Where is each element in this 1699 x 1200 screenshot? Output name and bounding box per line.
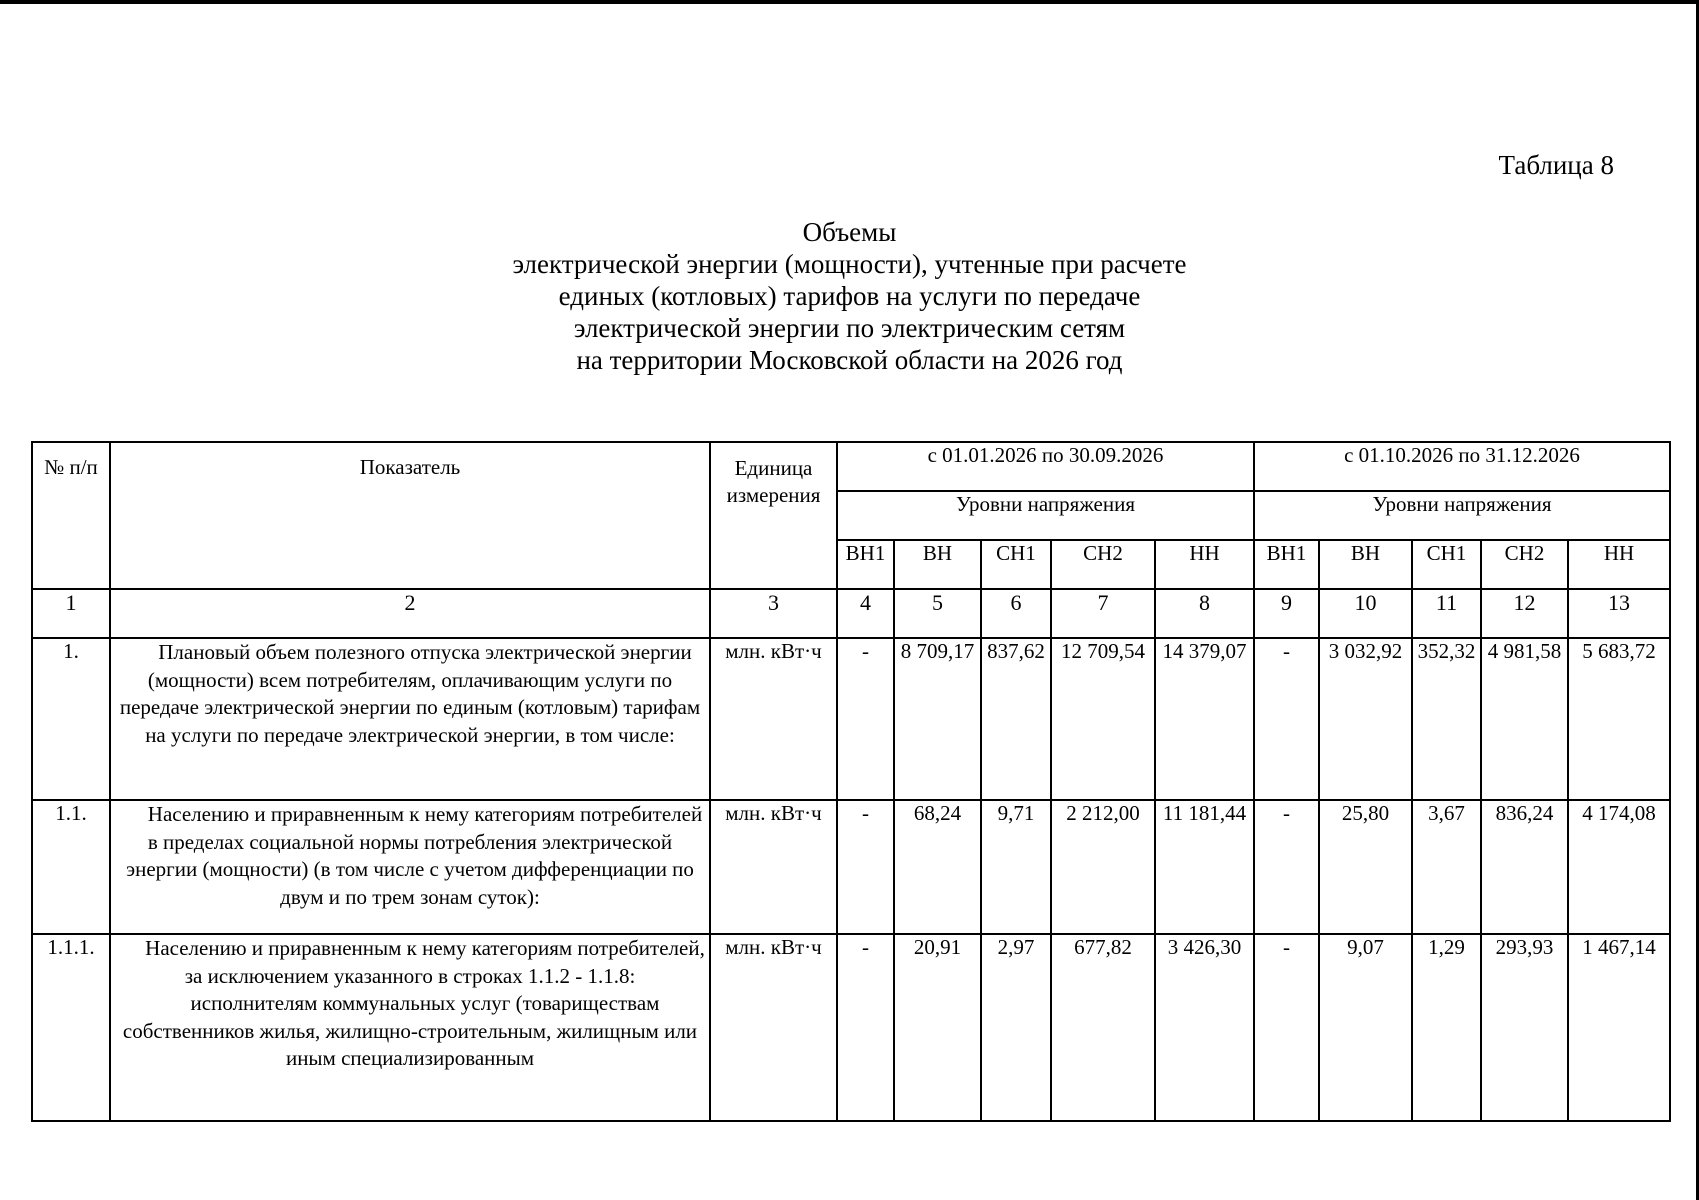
column-index: 13 bbox=[1568, 589, 1670, 638]
level-nn: НН bbox=[1155, 540, 1254, 589]
table-row bbox=[32, 934, 1670, 1121]
value-cell: 14 379,07 bbox=[1155, 638, 1254, 800]
document-title bbox=[0, 216, 1699, 376]
column-index: 11 bbox=[1412, 589, 1481, 638]
header-row-periods bbox=[32, 442, 1670, 491]
title-line: единых (котловых) тарифов на услуги по передаче bbox=[558, 281, 1141, 311]
row-unit: млн. кВт·ч bbox=[710, 800, 837, 934]
value-cell: 4 981,58 bbox=[1481, 638, 1568, 800]
header-period-2: с 01.10.2026 по 31.12.2026 bbox=[1254, 442, 1670, 491]
value-cell: 25,80 bbox=[1319, 800, 1412, 934]
value-cell: 2,97 bbox=[981, 934, 1051, 1121]
header-voltage-levels-1: Уровни напряжения bbox=[837, 491, 1254, 540]
column-index: 6 bbox=[981, 589, 1051, 638]
column-index: 2 bbox=[110, 589, 710, 638]
column-index: 8 bbox=[1155, 589, 1254, 638]
value-cell: - bbox=[1254, 934, 1319, 1121]
header-unit: Единица измерения bbox=[710, 442, 837, 589]
value-cell: 12 709,54 bbox=[1051, 638, 1155, 800]
value-cell: - bbox=[1254, 800, 1319, 934]
indicator-paragraph: Плановый объем полезного отпуска электрической энергии (мощности) всем потребителям, оплачивающим услуги по передаче электрической энергии по единым (котловым) тарифам на услуги по передаче электрической энергии, в том числе: bbox=[119, 640, 701, 747]
scan-edge-top bbox=[0, 0, 1699, 4]
level-vn: ВН bbox=[1319, 540, 1412, 589]
level-vn1: ВН1 bbox=[1254, 540, 1319, 589]
column-index-row bbox=[32, 589, 1670, 638]
column-index: 4 bbox=[837, 589, 894, 638]
value-cell: - bbox=[837, 934, 894, 1121]
title-line: электрической энергии (мощности), учтенные при расчете bbox=[512, 249, 1187, 279]
header-num: № п/п bbox=[32, 442, 110, 589]
header-indicator: Показатель bbox=[110, 442, 710, 589]
value-cell: - bbox=[837, 800, 894, 934]
header-period-1: с 01.01.2026 по 30.09.2026 bbox=[837, 442, 1254, 491]
value-cell: 3 032,92 bbox=[1319, 638, 1412, 800]
table-row bbox=[32, 800, 1670, 934]
value-cell: 3,67 bbox=[1412, 800, 1481, 934]
title-line: электрической энергии по электрическим сетям bbox=[573, 313, 1126, 343]
value-cell: 1 467,14 bbox=[1568, 934, 1670, 1121]
row-indicator bbox=[110, 934, 710, 1121]
level-vn: ВН bbox=[894, 540, 981, 589]
level-vn1: ВН1 bbox=[837, 540, 894, 589]
value-cell: 1,29 bbox=[1412, 934, 1481, 1121]
column-index: 7 bbox=[1051, 589, 1155, 638]
value-cell: 352,32 bbox=[1412, 638, 1481, 800]
row-unit: млн. кВт·ч bbox=[710, 934, 837, 1121]
row-indicator bbox=[110, 638, 710, 800]
title-line: на территории Московской области на 2026 год bbox=[576, 345, 1123, 375]
level-nn: НН bbox=[1568, 540, 1670, 589]
level-sn2: СН2 bbox=[1481, 540, 1568, 589]
level-sn2: СН2 bbox=[1051, 540, 1155, 589]
value-cell: - bbox=[1254, 638, 1319, 800]
value-cell: 3 426,30 bbox=[1155, 934, 1254, 1121]
column-index: 9 bbox=[1254, 589, 1319, 638]
column-index: 3 bbox=[710, 589, 837, 638]
column-index: 10 bbox=[1319, 589, 1412, 638]
row-number: 1. bbox=[32, 638, 110, 800]
value-cell: 293,93 bbox=[1481, 934, 1568, 1121]
level-sn1: СН1 bbox=[981, 540, 1051, 589]
level-sn1: СН1 bbox=[1412, 540, 1481, 589]
table-number-label: Таблица 8 bbox=[1498, 150, 1614, 180]
value-cell: 677,82 bbox=[1051, 934, 1155, 1121]
title-line: Объемы bbox=[802, 217, 897, 247]
table-row bbox=[32, 638, 1670, 800]
value-cell: 2 212,00 bbox=[1051, 800, 1155, 934]
row-number: 1.1. bbox=[32, 800, 110, 934]
row-number: 1.1.1. bbox=[32, 934, 110, 1121]
indicator-paragraph: Населению и приравненным к нему категориям потребителей в пределах социальной нормы потребления электрической энергии (мощности) (в том числе с учетом дифференциации по двум и по трем зонам суток): bbox=[126, 802, 703, 909]
value-cell: 8 709,17 bbox=[894, 638, 981, 800]
energy-volume-table bbox=[31, 441, 1671, 1122]
header-voltage-levels-2: Уровни напряжения bbox=[1254, 491, 1670, 540]
value-cell: - bbox=[837, 638, 894, 800]
indicator-paragraph: Населению и приравненным к нему категориям потребителей, за исключением указанного в строках 1.1.2 - 1.1.8: bbox=[145, 936, 705, 988]
row-indicator bbox=[110, 800, 710, 934]
value-cell: 9,71 bbox=[981, 800, 1051, 934]
column-index: 1 bbox=[32, 589, 110, 638]
value-cell: 11 181,44 bbox=[1155, 800, 1254, 934]
value-cell: 20,91 bbox=[894, 934, 981, 1121]
value-cell: 837,62 bbox=[981, 638, 1051, 800]
row-unit: млн. кВт·ч bbox=[710, 638, 837, 800]
indicator-paragraph: исполнителям коммунальных услуг (товариществам собственников жилья, жилищно-строительным, жилищным или иным специализированным bbox=[122, 991, 698, 1070]
value-cell: 9,07 bbox=[1319, 934, 1412, 1121]
column-index: 12 bbox=[1481, 589, 1568, 638]
value-cell: 836,24 bbox=[1481, 800, 1568, 934]
value-cell: 5 683,72 bbox=[1568, 638, 1670, 800]
value-cell: 68,24 bbox=[894, 800, 981, 934]
column-index: 5 bbox=[894, 589, 981, 638]
value-cell: 4 174,08 bbox=[1568, 800, 1670, 934]
